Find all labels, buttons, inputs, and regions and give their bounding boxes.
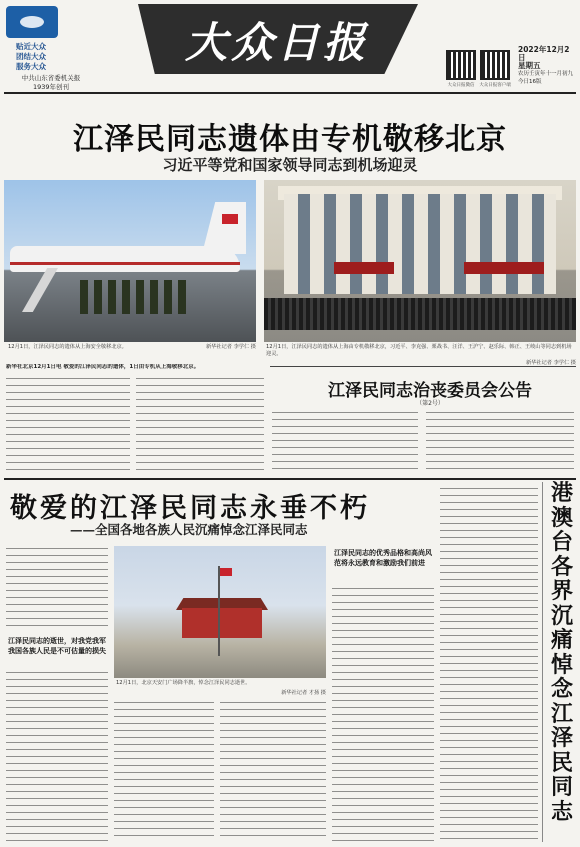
qr-caption-app: 大众日报客户端	[479, 83, 511, 88]
section-column-2	[114, 700, 214, 842]
slogan-3: 服务大众	[16, 62, 46, 71]
boarding-stairs	[22, 268, 58, 312]
flag-icon	[222, 214, 238, 224]
issue-weekday: 星期五	[518, 61, 541, 70]
masthead-divider	[4, 92, 576, 94]
plane-stripe	[10, 262, 240, 265]
right-photo-credit: 新华社记者 李学仁 摄	[526, 360, 576, 366]
section-column-4	[332, 586, 434, 842]
middle-photo-credit: 新华社记者 才扬 摄	[281, 690, 326, 696]
crowd	[264, 298, 576, 330]
side-divider	[542, 482, 543, 842]
section-subhead: ——全国各地各族人民沉痛悼念江泽民同志	[70, 522, 308, 537]
building-facade	[284, 194, 556, 294]
section-headline: 敬爱的江泽民同志永垂不朽	[10, 493, 370, 524]
section-column-1b	[6, 670, 108, 842]
publisher-name: 中共山东省委机关报	[21, 74, 81, 82]
slogans	[16, 42, 46, 72]
date-block	[518, 46, 576, 86]
masthead	[0, 0, 580, 96]
section-column-5	[440, 486, 538, 842]
left-photo-credit: 新华社记者 李学仁 摄	[206, 344, 256, 350]
notice-divider	[270, 366, 576, 367]
page-count: 今日16版	[518, 79, 542, 85]
notice-text-2	[426, 410, 574, 470]
airport-photo	[4, 180, 256, 342]
gate	[182, 608, 262, 638]
flagpole	[218, 566, 220, 656]
column-subhead-1: 江泽民同志的逝世，对我党我军我国各族人民是不可估量的损失	[8, 637, 106, 655]
newspaper-title: 大众日报	[184, 18, 369, 67]
main-headline: 江泽民同志遗体由专机敬移北京	[73, 122, 507, 157]
plane-body	[10, 246, 240, 272]
left-photo-caption: 12月1日，江泽民同志的遗体从上海安全敬移北京。	[8, 344, 127, 350]
half-mast-flag-icon	[220, 568, 232, 576]
column-subhead-2: 江泽民同志的优秀品格和高尚风范将永远教育和激励我们前进	[334, 549, 432, 567]
side-headline: 港澳台各界沉痛悼念江泽民同志	[550, 481, 573, 825]
lead-paragraph: 新华社北京12月1日电 敬爱的江泽民同志的遗体，1日由专机从上海敬移北京。	[6, 364, 200, 370]
article-column-2	[136, 376, 264, 470]
middle-photo-caption: 12月1日，北京天安门广场降半旗，悼念江泽民同志逝世。	[116, 680, 251, 686]
notice-number: （第2号）	[416, 400, 444, 407]
banner-right	[464, 262, 544, 274]
slogan-1: 贴近大众	[16, 42, 46, 51]
notice-text-1	[272, 410, 418, 470]
issue-date: 2022年12月2日	[518, 45, 570, 62]
slogan-2: 团结大众	[16, 52, 46, 61]
newspaper-emblem-icon	[6, 6, 58, 38]
qr-code-wechat-icon[interactable]	[446, 50, 476, 80]
lunar-date: 农历壬寅年十一月初九	[518, 71, 574, 77]
section-column-3	[220, 700, 326, 842]
qr-caption-wechat: 大众日报微信	[447, 83, 475, 88]
section-divider	[4, 478, 576, 480]
founded-year: 1939年创刊	[32, 83, 70, 91]
section-column-1a	[6, 546, 108, 632]
ceremony-photo	[264, 180, 576, 342]
banner-left	[334, 262, 394, 274]
honor-guard	[80, 280, 190, 314]
publisher-info	[14, 74, 88, 92]
tiananmen-photo	[114, 546, 326, 678]
qr-code-app-icon[interactable]	[480, 50, 510, 80]
main-subhead: 习近平等党和国家领导同志到机场迎灵	[162, 156, 418, 174]
notice-title: 江泽民同志治丧委员会公告	[328, 381, 532, 401]
article-column-1	[6, 376, 130, 470]
right-photo-caption: 12月1日，江泽民同志的遗体从上海由专机敬移北京，习近平、李克强、栗战书、汪洋、王沪宁、赵乐际、韩正、王岐山等同志到机场迎灵。	[266, 344, 572, 357]
